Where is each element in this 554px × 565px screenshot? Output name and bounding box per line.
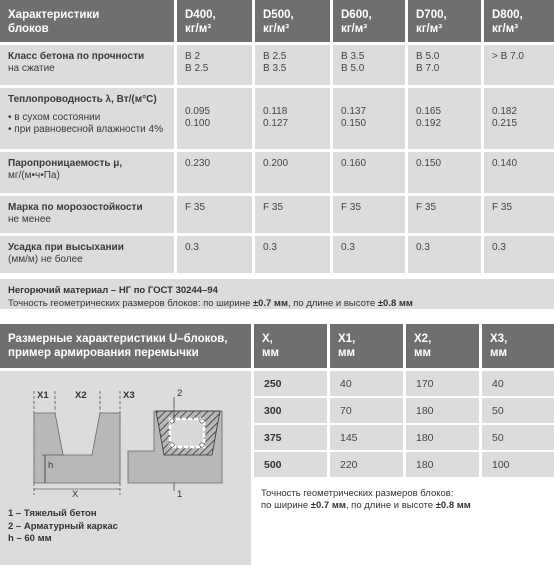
value-line: 0.3 (492, 242, 506, 253)
value-cell (333, 196, 405, 233)
u-header-x3 (482, 324, 554, 368)
label-h: h (48, 460, 54, 471)
u-table-cell: 145 (330, 425, 403, 450)
header-text: кг/м³ (341, 23, 368, 35)
value-cell (333, 236, 405, 273)
row-label (0, 152, 174, 193)
value-line: 0.160 (341, 158, 367, 169)
u-accuracy-note (261, 488, 551, 512)
value-line: 0.137 (341, 106, 367, 117)
header-characteristics (0, 0, 174, 42)
value-cell (484, 196, 554, 233)
value-cell (333, 152, 405, 193)
label-x1: X1 (37, 390, 49, 401)
u-header-x (254, 324, 327, 368)
header-text: D600, (341, 9, 372, 21)
label-x3: X3 (123, 390, 135, 401)
accuracy-width: ±0.7 мм (252, 298, 288, 309)
header-text: блоков (8, 23, 49, 35)
u-accuracy-width: ±0.7 мм (310, 500, 346, 511)
header-text: D400, (185, 9, 216, 21)
value-cell (255, 45, 330, 85)
u-table-cell: 180 (406, 398, 479, 423)
header-text: кг/м³ (263, 23, 290, 35)
value-cell (255, 152, 330, 193)
row-label-line: мг/(м•ч•Па) (8, 170, 60, 181)
value-line: 0.230 (185, 158, 211, 169)
u-table-cell: 50 (482, 425, 554, 450)
diagram-legend (8, 508, 248, 546)
u-table-cell: 220 (330, 452, 403, 477)
value-line: F 35 (341, 202, 362, 213)
u-header-x1 (330, 324, 403, 368)
value-line: 0.215 (492, 118, 518, 129)
label-x2: X2 (75, 390, 87, 401)
u-table-cell: 180 (406, 425, 479, 450)
label-x: X (72, 489, 79, 500)
value-line: 0.165 (416, 106, 442, 117)
u-header-x2 (406, 324, 479, 368)
value-cell (484, 88, 554, 149)
value-cell (408, 152, 481, 193)
u-block-shape (34, 413, 120, 483)
value-line: F 35 (185, 202, 206, 213)
header-text: мм (262, 347, 280, 359)
value-cell (333, 88, 405, 149)
row-label (0, 45, 174, 85)
value-line: F 35 (263, 202, 284, 213)
value-line: 0.100 (185, 118, 211, 129)
row-label (0, 88, 174, 149)
row-label (0, 236, 174, 273)
value-cell (255, 88, 330, 149)
value-line: 0.192 (416, 118, 442, 129)
accuracy-length: ±0.8 мм (377, 298, 413, 309)
value-line: 0.3 (263, 242, 277, 253)
accuracy-mid: , по длине и высоте (288, 298, 378, 309)
row-label-line: • при равновесной влажности 4% (8, 124, 163, 135)
value-cell (408, 196, 481, 233)
row-label-line: Класс бетона по прочности (8, 51, 145, 62)
header-density-1 (177, 0, 252, 42)
value-line: 0.127 (263, 118, 289, 129)
label-1: 1 (177, 489, 183, 500)
value-line: B 2 (185, 51, 201, 62)
header-text: D500, (263, 9, 294, 21)
u-accuracy-line2 (261, 500, 551, 512)
u-accuracy-length: ±0.8 мм (435, 500, 471, 511)
value-line: 0.200 (263, 158, 289, 169)
value-line: F 35 (416, 202, 437, 213)
header-text: мм (490, 347, 508, 359)
u-accuracy-line1: Точность геометрических размеров блоков: (261, 488, 454, 499)
u-table-cell: 500 (254, 452, 327, 477)
u-table-cell: 40 (330, 371, 403, 396)
u-table-cell: 100 (482, 452, 554, 477)
header-text: мм (414, 347, 432, 359)
header-text: X3, (490, 333, 508, 345)
value-cell (177, 88, 252, 149)
value-cell (408, 236, 481, 273)
header-text: Характеристики (8, 9, 100, 21)
u-block-title (0, 324, 251, 368)
u-table-cell: 300 (254, 398, 327, 423)
row-label-line: Теплопроводность λ, Вт/(м°С) (8, 94, 157, 105)
header-text: D700, (416, 9, 447, 21)
value-line: 0.095 (185, 106, 211, 117)
header-density-4 (408, 0, 481, 42)
value-cell (484, 152, 554, 193)
value-line: 0.3 (185, 242, 199, 253)
accuracy-prefix: Точность геометрических размеров блоков: по ширине (8, 298, 253, 309)
u-accuracy-prefix: по ширине (261, 500, 311, 511)
value-line: B 2.5 (263, 51, 287, 62)
u-block-title-line1: Размерные характеристики U–блоков, (8, 333, 228, 345)
row-label-line: не менее (8, 214, 51, 225)
value-cell (255, 196, 330, 233)
value-line: B 5.0 (341, 63, 365, 74)
value-cell (255, 236, 330, 273)
value-cell (177, 236, 252, 273)
value-line: 0.182 (492, 106, 518, 117)
u-accuracy-mid: , по длине и высоте (345, 500, 436, 511)
header-text: кг/м³ (492, 23, 519, 35)
header-text: X1, (338, 333, 356, 345)
value-cell (484, 236, 554, 273)
header-text: D800, (492, 9, 523, 21)
u-table-cell: 40 (482, 371, 554, 396)
value-line: B 3.5 (263, 63, 287, 74)
value-line: 0.118 (263, 106, 288, 117)
rebar-cage (170, 419, 204, 447)
value-line: 0.3 (341, 242, 355, 253)
value-cell (177, 196, 252, 233)
header-density-5 (484, 0, 554, 42)
value-cell (333, 45, 405, 85)
row-label-line: на сжатие (8, 63, 55, 74)
value-line: B 5.0 (416, 51, 440, 62)
u-table-cell: 70 (330, 398, 403, 423)
value-line: 0.150 (341, 118, 367, 129)
value-line: > B 7.0 (492, 51, 524, 62)
label-2: 2 (177, 388, 183, 399)
value-cell (177, 45, 252, 85)
fire-note-line2 (8, 297, 546, 310)
u-table-cell: 375 (254, 425, 327, 450)
row-label-line: Усадка при высыхании (8, 242, 124, 253)
value-cell (408, 45, 481, 85)
value-line: B 3.5 (341, 51, 365, 62)
fire-note-line1: Негорючий материал – НГ по ГОСТ 30244–94 (8, 285, 218, 296)
header-text: X2, (414, 333, 432, 345)
value-line: F 35 (492, 202, 513, 213)
row-label-line: Паропроницаемость μ, (8, 158, 123, 169)
u-table-cell: 180 (406, 452, 479, 477)
legend-item: 1 – Тяжелый бетон (8, 508, 97, 519)
value-line: 0.150 (416, 158, 442, 169)
legend-item: h – 60 мм (8, 533, 52, 544)
header-density-2 (255, 0, 330, 42)
row-label-line: • в сухом состоянии (8, 112, 101, 123)
header-density-3 (333, 0, 405, 42)
row-label-line: Марка по морозостойкости (8, 202, 143, 213)
value-line: B 7.0 (416, 63, 440, 74)
value-cell (177, 152, 252, 193)
row-label (0, 196, 174, 233)
header-text: мм (338, 347, 356, 359)
header-text: кг/м³ (416, 23, 443, 35)
u-block-title-line2: пример армирования перемычки (8, 347, 199, 359)
value-line: 0.140 (492, 158, 518, 169)
legend-item: 2 – Арматурный каркас (8, 520, 118, 532)
header-text: кг/м³ (185, 23, 212, 35)
header-text: X, (262, 333, 273, 345)
value-cell (408, 88, 481, 149)
u-table-cell: 250 (254, 371, 327, 396)
value-cell (484, 45, 554, 85)
row-label-line: (мм/м) не более (8, 254, 83, 265)
value-line: B 2.5 (185, 63, 209, 74)
u-table-cell: 170 (406, 371, 479, 396)
u-table-cell: 50 (482, 398, 554, 423)
value-line: 0.3 (416, 242, 430, 253)
fire-note (0, 279, 554, 309)
